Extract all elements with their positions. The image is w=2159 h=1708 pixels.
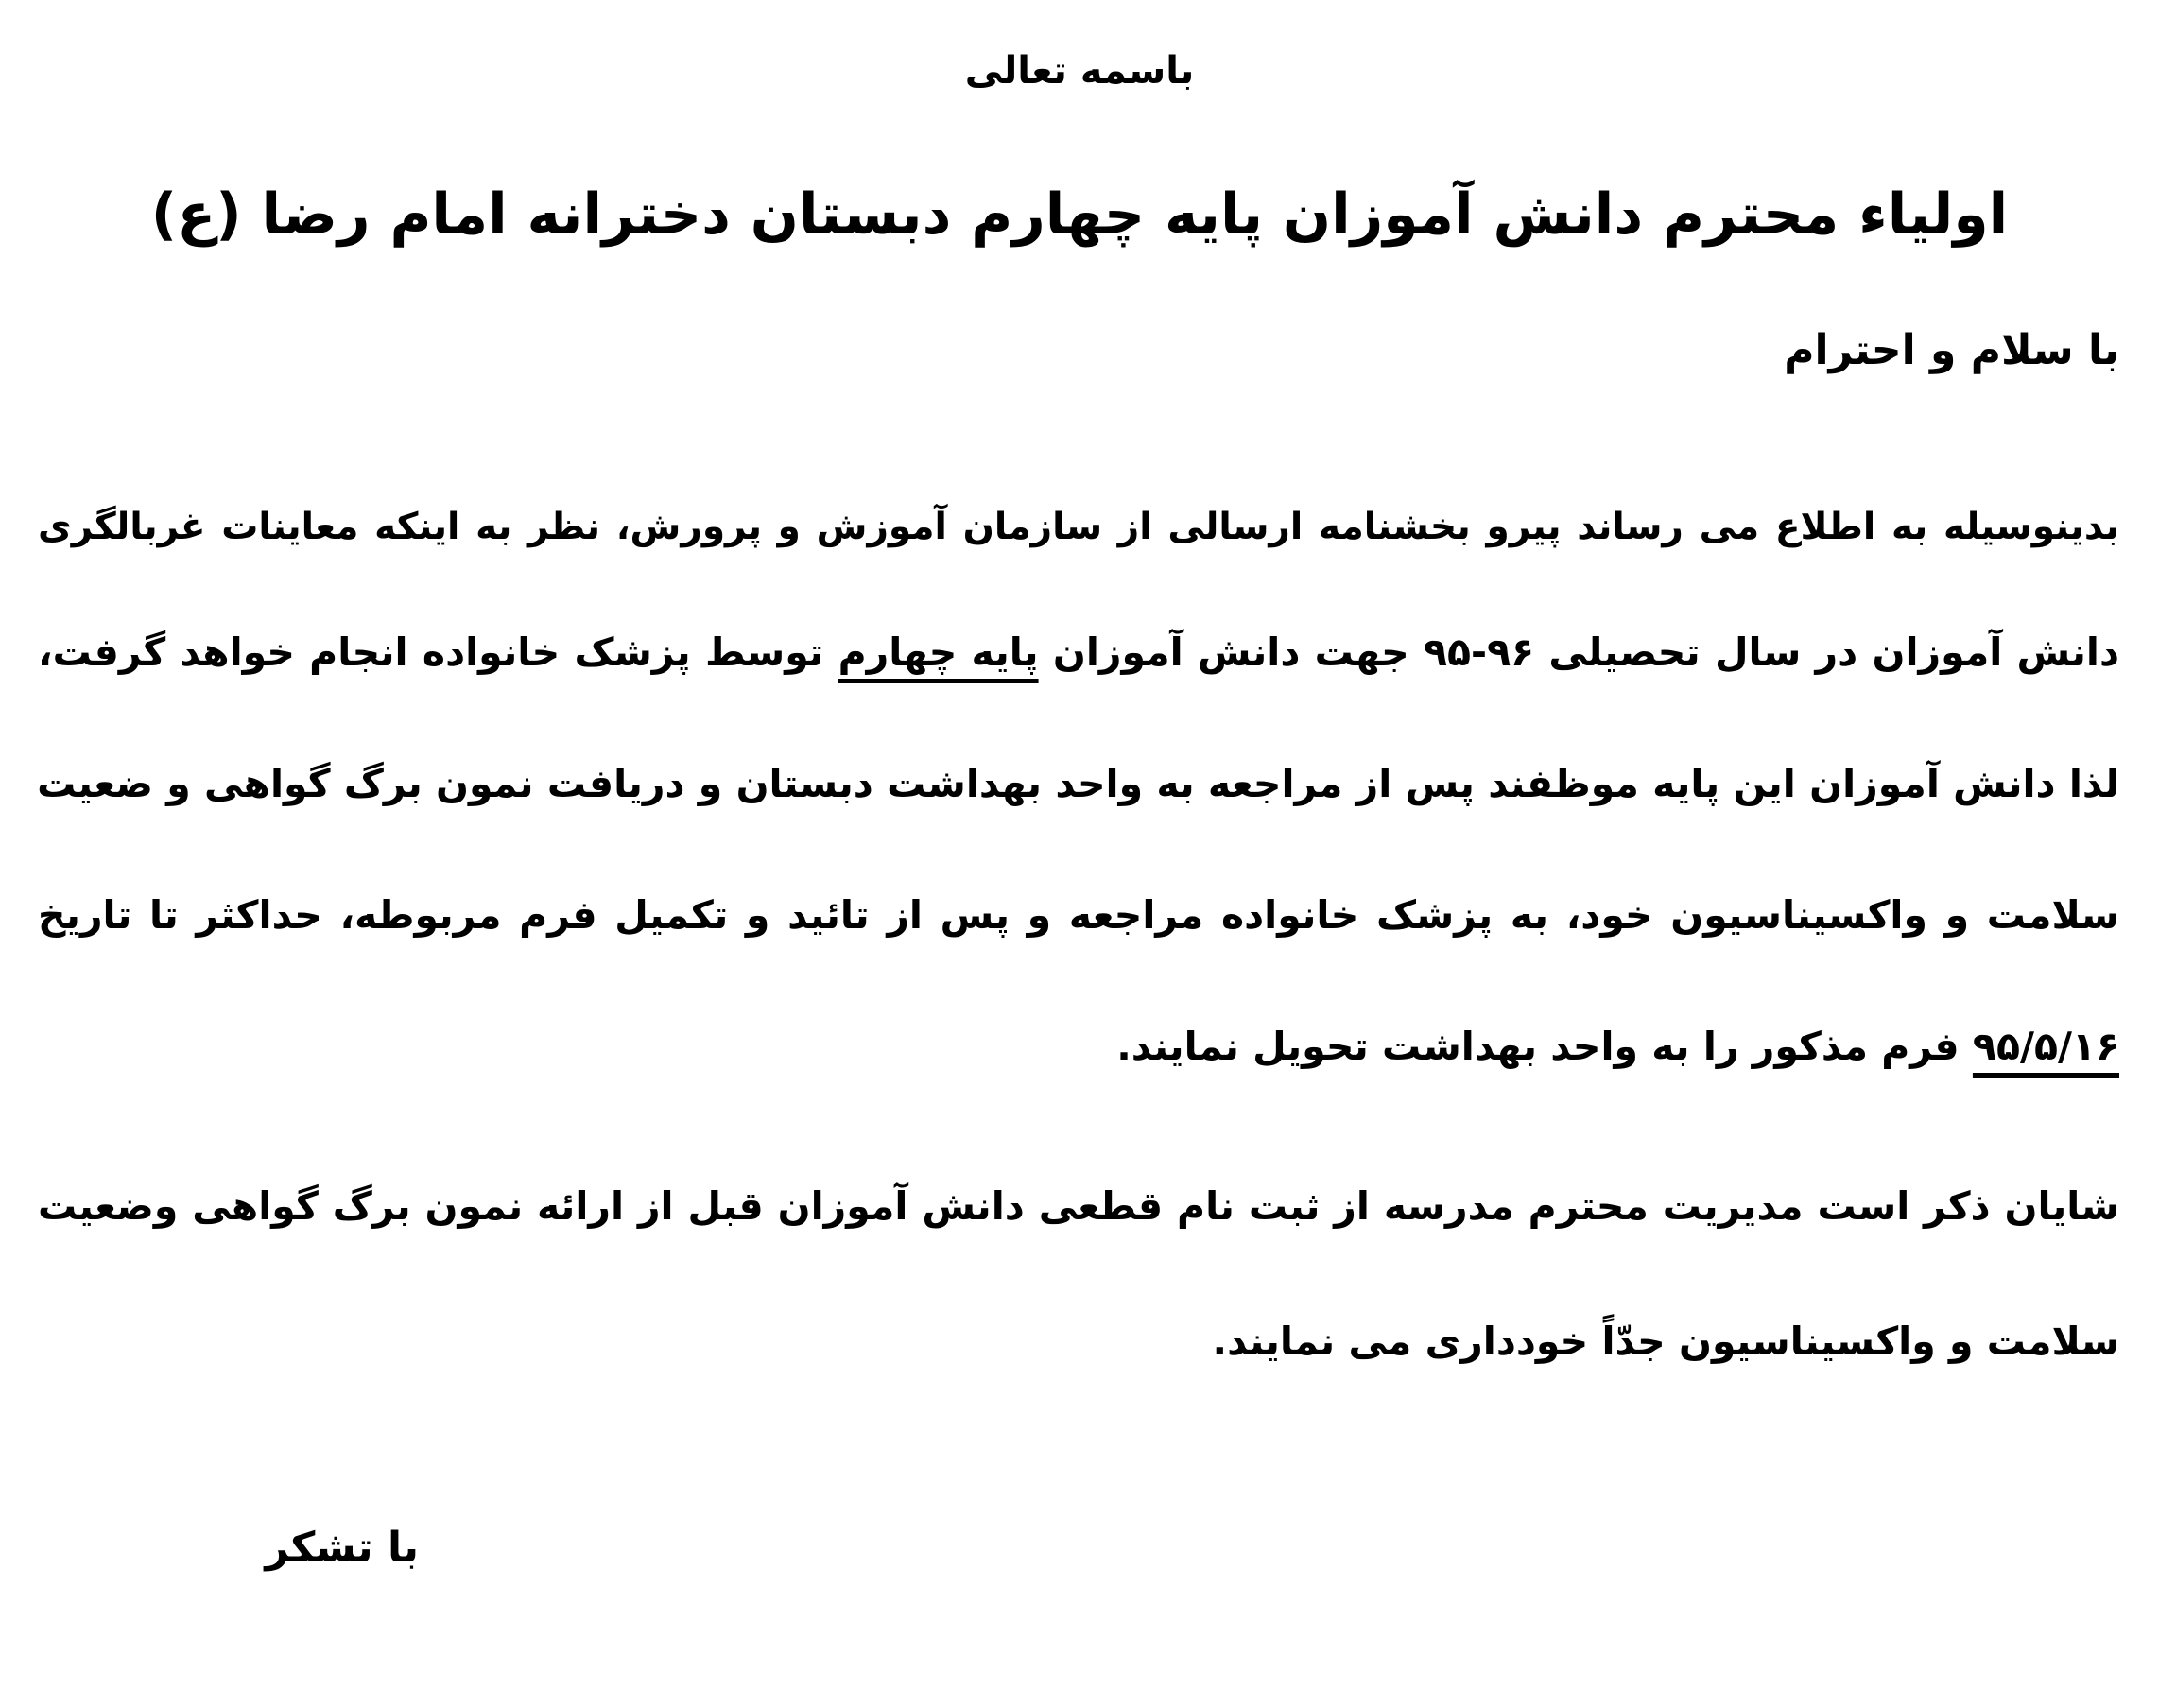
closing: با تشکر <box>265 1524 419 1572</box>
underlined-deadline-date: ۹۵/۵/۱۶ <box>1972 1024 2119 1069</box>
line-text: دانش آموزان در سال تحصیلی ۹۶-۹۵ جهت دانش آموزان <box>1038 630 2119 675</box>
greeting: با سلام و احترام <box>1784 326 2119 374</box>
line-text: بدینوسیله به اطلاع می رساند پیرو بخشنامه ارسالی از سازمان آموزش و پرورش، نظر به اینکه معاینات غربالگری <box>38 506 2119 548</box>
paragraph-line <box>38 1018 2119 1075</box>
paragraph-line: سلامت و واکسیناسیون جدّاً خودداری می نمایند. <box>1212 1319 2119 1364</box>
letter-title: اولیاء محترم دانش آموزان پایه چهارم دبستان دخترانه امام رضا (ع) <box>150 181 2009 248</box>
line-text: فرم مذکور را به واحد بهداشت تحویل نمایند. <box>1116 1024 1973 1069</box>
underlined-grade: پایه چهارم <box>838 630 1039 675</box>
paragraph-line <box>38 624 2119 681</box>
paragraph-line <box>38 755 2119 812</box>
paragraph-line <box>38 499 2119 556</box>
line-text: لذا دانش آموزان این پایه موظفند پس از مراجعه به واحد بهداشت دبستان و دریافت نمون برگ گواهی و ضعیت <box>37 761 2119 806</box>
basmala-heading: باسمه تعالی <box>964 49 1195 93</box>
line-text: سلامت و واکسیناسیون خود، به پزشک خانواده مراجعه و پس از تائید و تکمیل فرم مربوطه، حداکثر تا تاریخ <box>38 892 2119 938</box>
paragraph-line <box>38 887 2119 943</box>
line-text: توسط پزشک خانواده انجام خواهد گرفت، <box>38 630 838 675</box>
paragraph-line: شایان ذکر است مدیریت محترم مدرسه از ثبت نام قطعی دانش آموزان قبل از ارائه نمون برگ گواهی وضعیت <box>38 1183 2119 1229</box>
